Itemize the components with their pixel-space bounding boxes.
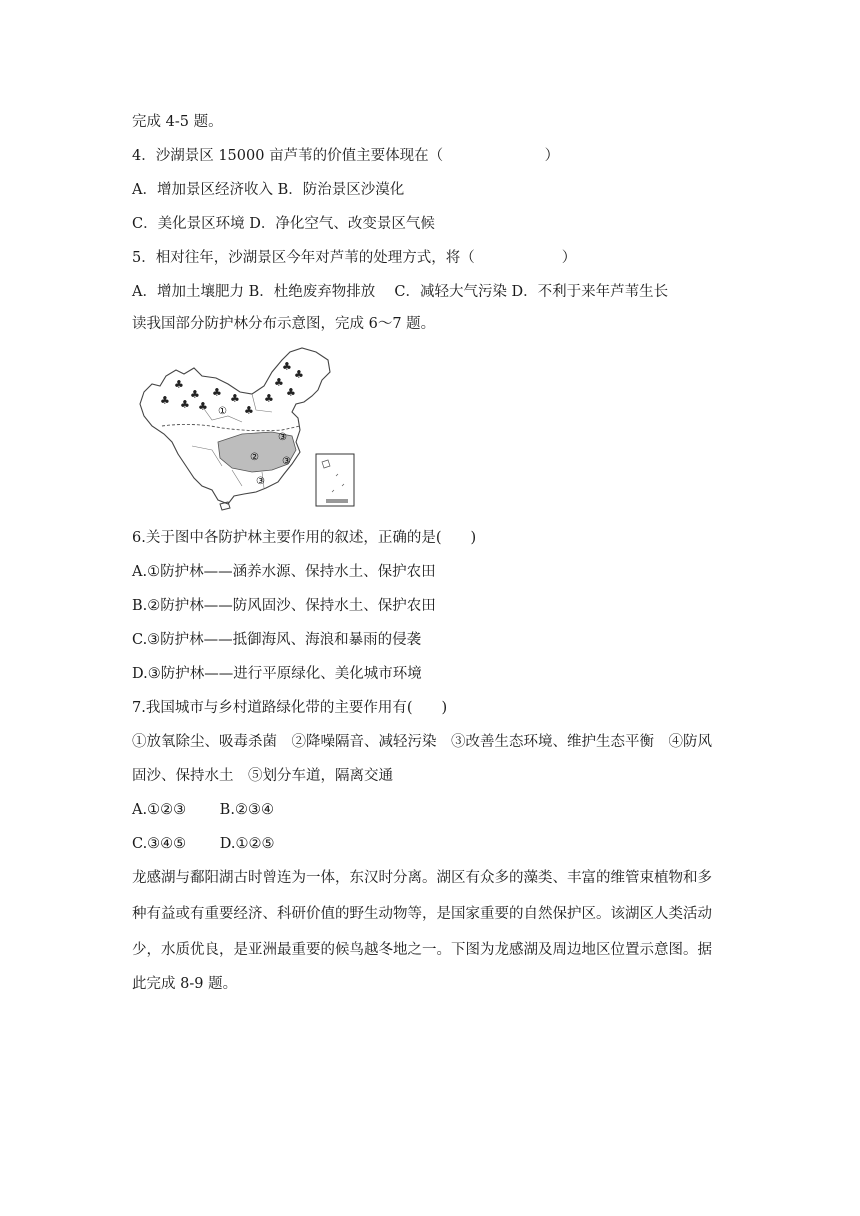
shelterbelt-map	[132, 346, 368, 512]
tree-icon: ♣	[264, 392, 274, 405]
tree-icons	[160, 360, 304, 417]
tree-icon: ♣	[174, 378, 184, 391]
question-4: 4．沙湖景区 15000 亩芦苇的价值主要体现在（ ）	[132, 148, 560, 164]
question-4-options-ab: A．增加景区经济收入 B．防治景区沙漠化	[132, 182, 405, 198]
tree-icon: ♣	[282, 360, 292, 373]
question-5-options: A．增加土壤肥力 B．杜绝废弃物排放 C．减轻大气污染 D．不利于来年芦苇生长	[132, 284, 669, 300]
tree-icon: ♣	[190, 388, 200, 401]
tree-icon: ♣	[244, 404, 254, 417]
tree-icon: ♣	[180, 398, 190, 411]
question-6-option-a: A.①防护林——涵养水源、保持水土、保护农田	[132, 564, 436, 580]
tree-icon: ♣	[198, 400, 208, 413]
tree-icon: ♣	[274, 376, 284, 389]
tree-icon: ♣	[212, 386, 222, 399]
question-6-option-d: D.③防护林——进行平原绿化、美化城市环境	[132, 666, 422, 682]
label-3a: ③	[278, 432, 287, 443]
question-6: 6.关于图中各防护林主要作用的叙述，正确的是( )	[132, 530, 477, 546]
question-6-option-c: C.③防护林——抵御海风、海浪和暴雨的侵袭	[132, 632, 422, 648]
hainan-island	[220, 502, 230, 510]
paragraph-line: 此完成 8-9 题。	[132, 976, 238, 992]
question-7-options-cd: C.③④⑤ D.①②⑤	[132, 836, 275, 852]
label-2: ②	[250, 452, 259, 463]
question-7-options-ab: A.①②③ B.②③④	[132, 802, 274, 818]
label-3c: ③	[256, 476, 265, 487]
question-7-items-2: 固沙、保持水土 ⑤划分车道，隔离交通	[132, 768, 393, 784]
label-1: ①	[218, 406, 227, 417]
question-7: 7.我国城市与乡村道路绿化带的主要作用有( )	[132, 700, 448, 716]
text-line: 完成 4-5 题。	[132, 114, 223, 130]
label-3b: ③	[282, 456, 291, 467]
tree-icon: ♣	[286, 386, 296, 399]
question-7-items-1: ①放氧除尘、吸毒杀菌 ②降噪隔音、减轻污染 ③改善生态环境、维护生态平衡 ④防风	[132, 734, 712, 750]
paragraph-line: 少，水质优良，是亚洲最重要的候鸟越冬地之一。下图为龙感湖及周边地区位置示意图。据	[132, 942, 712, 958]
dashed-boundary	[162, 424, 300, 430]
tree-icon: ♣	[294, 368, 304, 381]
tree-icon: ♣	[230, 392, 240, 405]
paragraph-line: 种有益或有重要经济、科研价值的野生动物等，是国家重要的自然保护区。该湖区人类活动	[132, 906, 712, 922]
question-4-options-cd: C．美化景区环境 D．净化空气、改变景区气候	[132, 216, 435, 232]
question-5: 5．相对往年，沙湖景区今年对芦苇的处理方式，将（ ）	[132, 250, 577, 266]
paragraph-line: 龙感湖与鄱阳湖古时曾连为一体，东汉时分离。湖区有众多的藻类、丰富的维管束植物和多	[132, 870, 712, 886]
question-6-option-b: B.②防护林——防风固沙、保持水土、保护农田	[132, 598, 436, 614]
map-intro: 读我国部分防护林分布示意图，完成 6～7 题。	[132, 316, 436, 332]
tree-icon: ♣	[160, 394, 170, 407]
